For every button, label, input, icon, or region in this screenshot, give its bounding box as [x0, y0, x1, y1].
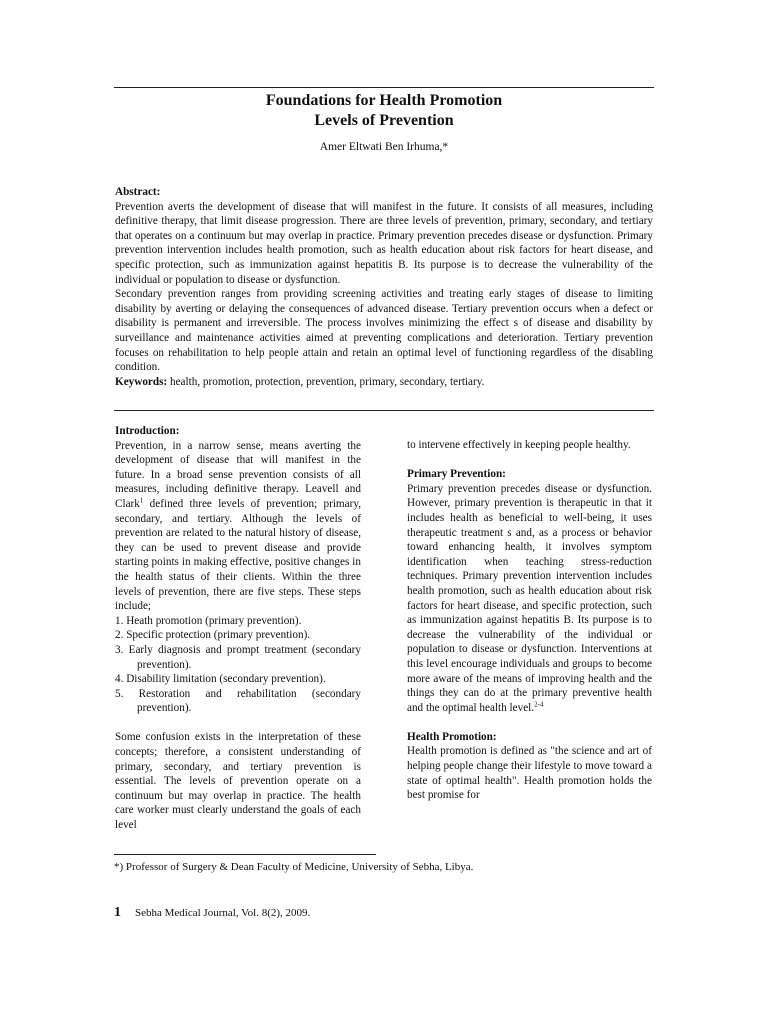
paper-title: [114, 91, 654, 131]
list-item: 2. Specific protection (primary prevention).: [115, 629, 311, 642]
list-item: 3. Early diagnosis and prompt treatment (secondary prevention).: [115, 643, 361, 671]
introduction-heading: Introduction:: [115, 425, 180, 437]
paragraph-gap: [407, 453, 652, 468]
title-line-2: Levels of Prevention: [314, 112, 454, 129]
author-footnote: *) Professor of Surgery & Dean Faculty of Medicine, University of Sebha, Libya.: [114, 861, 474, 873]
introduction-text-a: Prevention, in a narrow sense, means averting the development of disease that will manifest in the future. In a broad sense prevention consists of all measures, including definitive therapy. Leavell and Clark: [115, 439, 361, 510]
page-number: 1: [114, 905, 121, 920]
list-item: 5. Restoration and rehabilitation (secondary prevention).: [115, 687, 361, 715]
citation-superscript: 2-4: [534, 699, 544, 708]
prevention-steps-list: [115, 614, 361, 716]
list-item: 4. Disability limitation (secondary prevention).: [115, 673, 326, 686]
title-line-1: Foundations for Health Promotion: [265, 92, 503, 109]
author-line: Amer Eltwati Ben Irhuma,*: [319, 141, 449, 153]
page-footer: [114, 905, 310, 921]
health-promotion-paragraph: Health promotion is defined as "the science and art of helping people change their lifestyle to move toward a state of optimal health". Health promotion holds the best promise for: [407, 745, 652, 802]
keywords-label: Keywords:: [115, 375, 168, 388]
paragraph-gap: [407, 715, 652, 730]
footnote-rule: [114, 854, 376, 855]
continuation-paragraph: to intervene effectively in keeping people healthy.: [407, 439, 631, 451]
citation-superscript: 1: [139, 496, 144, 505]
keywords-line: [115, 375, 653, 390]
abstract-bottom-rule: [114, 410, 654, 411]
introduction-text-b: defined three levels of prevention; primary, secondary, and tertiary. Although the levels of prevention are related to the natural history of disease, they can be used to prevent disease and provide starting points in making effective, positive changes in the health status of their clients. Within the three levels of prevention, there are five steps. These steps include;: [115, 497, 361, 613]
primary-prevention-text: Primary prevention precedes disease or dysfunction. However, primary prevention is therapeutic in that it includes health as beneficial to well-being, it uses therapeutic treatment s and, as a process or behavior toward enhancing health, it involves symptom identification when teaching stress-reduction techniques. Primary prevention intervention includes health promotion, such as health education about risk factors for heart disease, and specific protection, such as immunization against hepatitis B. Its purpose is to decrease the vulnerability of the individual or population to disease or dysfunction. Interventions at this level encourage individuals and groups to become more aware of the means of improving health and the things they can do at the primary preventive health and the optimal health level.: [407, 482, 652, 714]
journal-citation: Sebha Medical Journal, Vol. 8(2), 2009.: [135, 907, 311, 919]
abstract-paragraph-1: Prevention averts the development of disease that will manifest in the future. It consists of all measures, including definitive therapy, that limit disease progression. There are three levels of prevention, primary, secondary, and tertiary that operates on a continuum but may overlap in practice. Primary prevention precedes disease or dysfunction. Primary prevention intervention includes health promotion, such as health education about risk factors for heart disease, and specific protection, such as immunization against hepatitis B. Its purpose is to decrease the vulnerability of the individual or population to disease or dysfunction.: [115, 200, 653, 286]
top-rule: [114, 87, 654, 88]
left-column: [115, 424, 361, 833]
primary-prevention-heading: Primary Prevention:: [407, 468, 506, 481]
list-item: 1. Heath promotion (primary prevention).: [115, 614, 302, 627]
health-promotion-heading: Health Promotion:: [407, 730, 497, 743]
abstract-paragraph-2: Secondary prevention ranges from providing screening activities and treating early stages of disease to limiting disability by averting or delaying the consequences of advanced disease. Tertiary prevention occurs when a defect or disability is permanent and irreversible. The process involves minimizing the effect s of disease and disability by surveillance and maintenance activities aimed at preventing complications and deterioration. Tertiary prevention focuses on rehabilitation to help people attain and retain an optimal level of functioning regardless of the disabling condition.: [115, 288, 653, 374]
confusion-paragraph: Some confusion exists in the interpretation of these concepts; therefore, a consistent understanding of primary, secondary, and tertiary prevention is essential. The levels of prevention operate on a continuum but may overlap in practice. The health care worker must clearly understand the goals of each level: [115, 731, 361, 832]
keywords-text: health, promotion, protection, prevention, primary, secondary, tertiary.: [167, 375, 485, 388]
right-column: [407, 438, 652, 803]
introduction-paragraph: [115, 439, 361, 614]
abstract-heading: Abstract:: [115, 186, 161, 198]
primary-prevention-paragraph: [407, 482, 652, 716]
abstract-section: [115, 185, 653, 389]
paragraph-gap: [115, 716, 361, 731]
